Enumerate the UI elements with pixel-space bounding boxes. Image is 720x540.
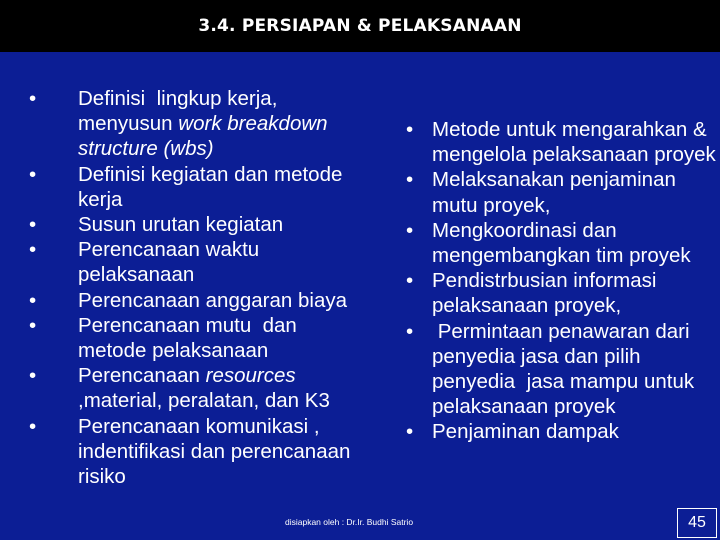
item-text: Definisi lingkup kerja, menyusun <box>78 87 284 136</box>
item-text: Perencanaan anggaran biaya <box>78 288 347 312</box>
bullet-icon: • <box>29 213 37 237</box>
list-item <box>400 268 720 318</box>
list-item <box>29 288 359 313</box>
bullet-icon: • <box>406 218 414 242</box>
list-item <box>29 162 359 212</box>
item-text: Definisi kegiatan dan metode kerja <box>78 162 349 211</box>
bullet-icon: • <box>406 118 414 141</box>
list-item <box>400 218 720 268</box>
list-item <box>400 319 720 420</box>
item-text-italic: resources <box>205 364 296 388</box>
slide-title-bar <box>0 0 720 52</box>
bullet-icon: • <box>29 414 37 438</box>
item-text: Melaksanakan penjaminan mutu proyek, <box>432 168 682 217</box>
item-text: ,material, peralatan, dan K3 <box>78 364 330 413</box>
list-item <box>29 212 359 237</box>
list-item <box>400 117 720 167</box>
right-bullet-list <box>400 117 720 445</box>
list-item <box>29 414 359 490</box>
left-column <box>29 86 359 489</box>
list-item <box>29 237 359 287</box>
bullet-icon: • <box>29 162 37 186</box>
item-text: Perencanaan waktu pelaksanaan <box>78 238 265 287</box>
list-item <box>29 363 359 413</box>
bullet-icon: • <box>29 288 37 312</box>
item-text: Perencanaan mutu dan metode pelaksanaan <box>78 313 303 363</box>
bullet-icon: • <box>406 168 414 192</box>
item-text: Mengkoordinasi dan mengembangkan tim proyek <box>432 218 691 268</box>
bullet-icon: • <box>29 87 37 110</box>
item-text: Penjaminan dampak <box>432 420 619 444</box>
item-text: Susun urutan kegiatan <box>78 213 284 237</box>
item-text: Pendistrbusian informasi pelaksanaan proyek, <box>432 269 663 318</box>
bullet-icon: • <box>29 364 37 388</box>
page-number-box <box>677 508 717 538</box>
right-column <box>400 117 720 445</box>
item-text: Metode untuk mengarahkan & mengelola pelaksanaan proyek <box>432 118 716 167</box>
bullet-icon: • <box>406 319 414 343</box>
slide-body <box>0 52 720 540</box>
item-text: Perencanaan komunikasi , indentifikasi dan perencanaan risiko <box>78 414 357 489</box>
list-item <box>400 167 720 217</box>
bullet-icon: • <box>29 238 37 262</box>
item-text: Perencanaan <box>78 364 206 388</box>
slide-title: 3.4. PERSIAPAN & PELAKSANAAN <box>198 16 522 36</box>
list-item <box>29 86 359 162</box>
list-item <box>29 313 359 363</box>
item-text-italic: work breakdown structure (wbs) <box>78 112 334 161</box>
bullet-icon: • <box>406 269 414 293</box>
list-item <box>400 419 720 444</box>
item-text: Permintaan penawaran dari penyedia jasa dan pilih penyedia jasa mampu untuk pelaksanaan proyek <box>432 319 700 419</box>
bullet-icon: • <box>29 313 37 337</box>
footer-credit: disiapkan oleh : Dr.Ir. Budhi Satrio <box>285 517 414 527</box>
bullet-icon: • <box>406 420 414 444</box>
left-bullet-list <box>29 86 359 489</box>
page-number: 45 <box>688 514 706 531</box>
